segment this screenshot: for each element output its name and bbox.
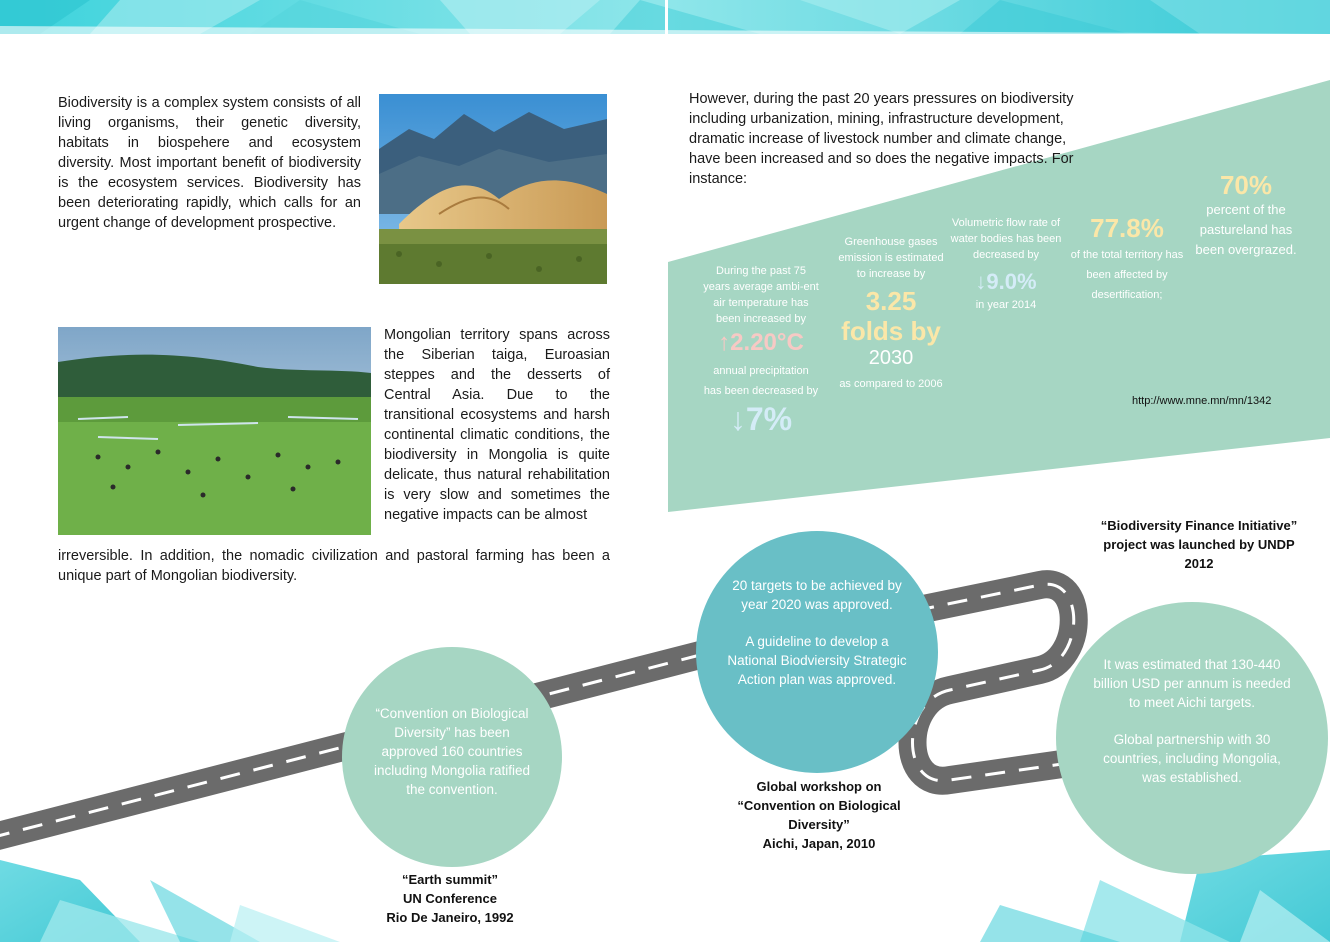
stat-pasture-desc: percent of the pastureland has been overgrazed. — [1195, 202, 1297, 257]
steppe-photo — [58, 327, 371, 535]
circle-2010-text-part1: 20 targets to be achieved by year 2020 was approved. — [732, 578, 902, 612]
territory-paragraph-lower: irreversible. In addition, the nomadic civilization and pastoral farming has been a unique part of Mongolian biodiversity. — [58, 548, 610, 584]
territory-paragraph-upper: Mongolian territory spans across the Siberian taiga, Euroasian steppes and the desserts of Central Asia. Due to the transitional ecosystems and harsh continental climatic conditions, the biodiversity in Mongolia is quite delicate, thus natural rehabilitation is very slow and sometimes the negative impacts can be almost — [384, 327, 610, 523]
stat-water-desc: Volumetric flow rate of water bodies has been decreased by — [950, 217, 1062, 261]
stat-precip-value: ↓7% — [729, 401, 793, 437]
stat-temperature-value: ↑2.20°C — [718, 329, 804, 356]
stat-precip-desc: annual precipitation has been decreased by — [703, 365, 819, 397]
caption-2010-line1: Global workshop on — [756, 779, 882, 794]
bottom-band — [0, 850, 1330, 942]
caption-2010 — [734, 777, 904, 853]
stat-pasture — [1188, 170, 1304, 260]
intro-paragraph: Biodiversity is a complex system consists of all living organisms, their genetic diversity, habitats in biospehere and ecosystem diversity. Most important benefit of biodiversity is the ecosystem services. Biodiversity has been deteriorating rapidly, which calls for an urgent change of development prospective. — [58, 95, 361, 231]
caption-1992-line3: Rio De Janeiro, 1992 — [386, 910, 514, 925]
stat-ghg — [838, 234, 944, 394]
caption-2010-line3: Aichi, Japan, 2010 — [762, 836, 876, 851]
caption-1992-line2: UN Conference — [403, 891, 497, 906]
circle-2010-text-part2: A guideline to develop a National Biodviersity Strategic Action plan was approved. — [727, 634, 907, 687]
desert-dunes-photo — [379, 94, 607, 284]
circle-1992-text: “Convention on Biological Diversity” has been approved 160 countries including Mongolia ratified the convention. — [373, 706, 531, 797]
circle-2010-text — [727, 576, 907, 689]
stat-ghg-compare: as compared to 2006 — [839, 378, 943, 390]
caption-1992 — [360, 870, 540, 927]
source-url: http://www.mne.mn/mn/1342 — [1132, 395, 1272, 407]
circle-2012-text-part1: It was estimated that 130-440 billion USD per annum is needed to meet Aichi targets. — [1093, 657, 1291, 710]
top-band — [0, 0, 1330, 40]
caption-1992-line1: “Earth summit” — [401, 872, 499, 887]
stat-temperature-desc: During the past 75 years average ambi-ent air temperature has been increased by — [703, 265, 819, 325]
caption-2012 — [1090, 516, 1308, 573]
stat-desert-value: 77.8% — [1090, 213, 1164, 243]
pressures-paragraph: However, during the past 20 years pressures on biodiversity including urbanization, mining, infrastructure development, dramatic increase of livestock number and climate change, have been increased and so does the negative impacts. For instance: — [689, 91, 1074, 187]
caption-2012-line1: “Biodiversity Finance Initiative” project was launched by UNDP — [1100, 518, 1298, 552]
stat-ghg-desc: Greenhouse gases emission is estimated to increase by — [838, 236, 944, 280]
stat-ghg-value: 3.25 folds by — [841, 286, 941, 346]
stat-water-value: ↓9.0% — [975, 269, 1037, 294]
stat-ghg-year: 2030 — [868, 347, 914, 369]
stat-desert-desc: of the total territory has been affected by desertification; — [1070, 249, 1184, 301]
stat-water — [950, 215, 1062, 313]
caption-2010-line2: “Convention on Biological Diversity” — [737, 798, 901, 832]
circle-2012-text — [1090, 655, 1294, 787]
stat-desertification — [1068, 213, 1186, 305]
circle-2012-text-part2: Global partnership with 30 countries, including Mongolia, was established. — [1103, 732, 1281, 785]
stat-temperature — [703, 263, 819, 437]
stat-pasture-value: 70% — [1219, 170, 1273, 200]
stat-water-year: in year 2014 — [975, 299, 1037, 311]
caption-2012-line2: 2012 — [1184, 556, 1214, 571]
